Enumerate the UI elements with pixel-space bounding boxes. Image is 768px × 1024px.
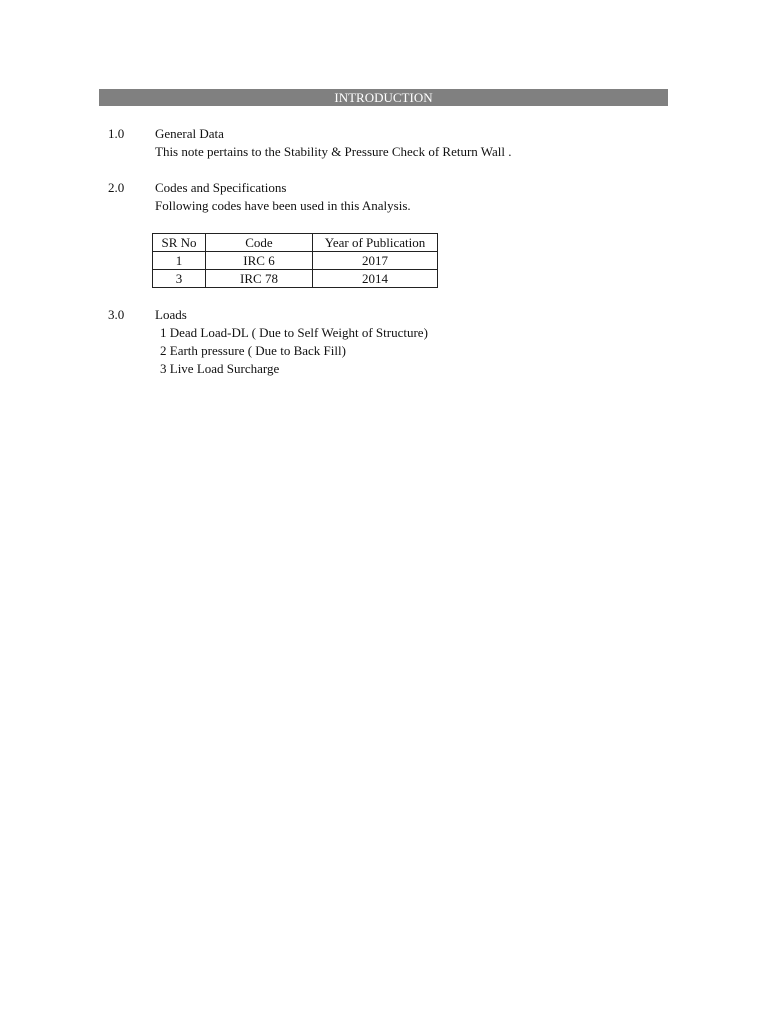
list-item: 1 Dead Load-DL ( Due to Self Weight of Structure) (160, 325, 428, 340)
table-cell: 3 (153, 270, 206, 288)
list-item: 2 Earth pressure ( Due to Back Fill) (160, 343, 346, 358)
table-header-cell: Year of Publication (313, 234, 438, 252)
section-text: This note pertains to the Stability & Pressure Check of Return Wall . (155, 144, 512, 159)
codes-table (152, 233, 438, 288)
table-row (153, 252, 438, 270)
section-heading: Codes and Specifications (155, 180, 287, 195)
list-item: 3 Live Load Surcharge (160, 361, 280, 376)
table-cell: 2014 (313, 270, 438, 288)
section-body (155, 179, 411, 215)
section-number: 1.0 (108, 126, 125, 141)
table-row (153, 270, 438, 288)
table-cell: IRC 6 (206, 252, 313, 270)
section-heading: General Data (155, 126, 224, 141)
table-cell: 2017 (313, 252, 438, 270)
section-heading: Loads (155, 307, 187, 322)
table-header-cell: Code (206, 234, 313, 252)
section-number: 2.0 (108, 180, 125, 195)
section-title-bar: INTRODUCTION (99, 89, 668, 106)
table-cell: 1 (153, 252, 206, 270)
section-number: 3.0 (108, 307, 125, 322)
section-body (155, 125, 512, 161)
table-cell: IRC 78 (206, 270, 313, 288)
table-header-cell: SR No (153, 234, 206, 252)
section-text: Following codes have been used in this Analysis. (155, 198, 411, 213)
table-header-row (153, 234, 438, 252)
section-body (155, 306, 428, 378)
